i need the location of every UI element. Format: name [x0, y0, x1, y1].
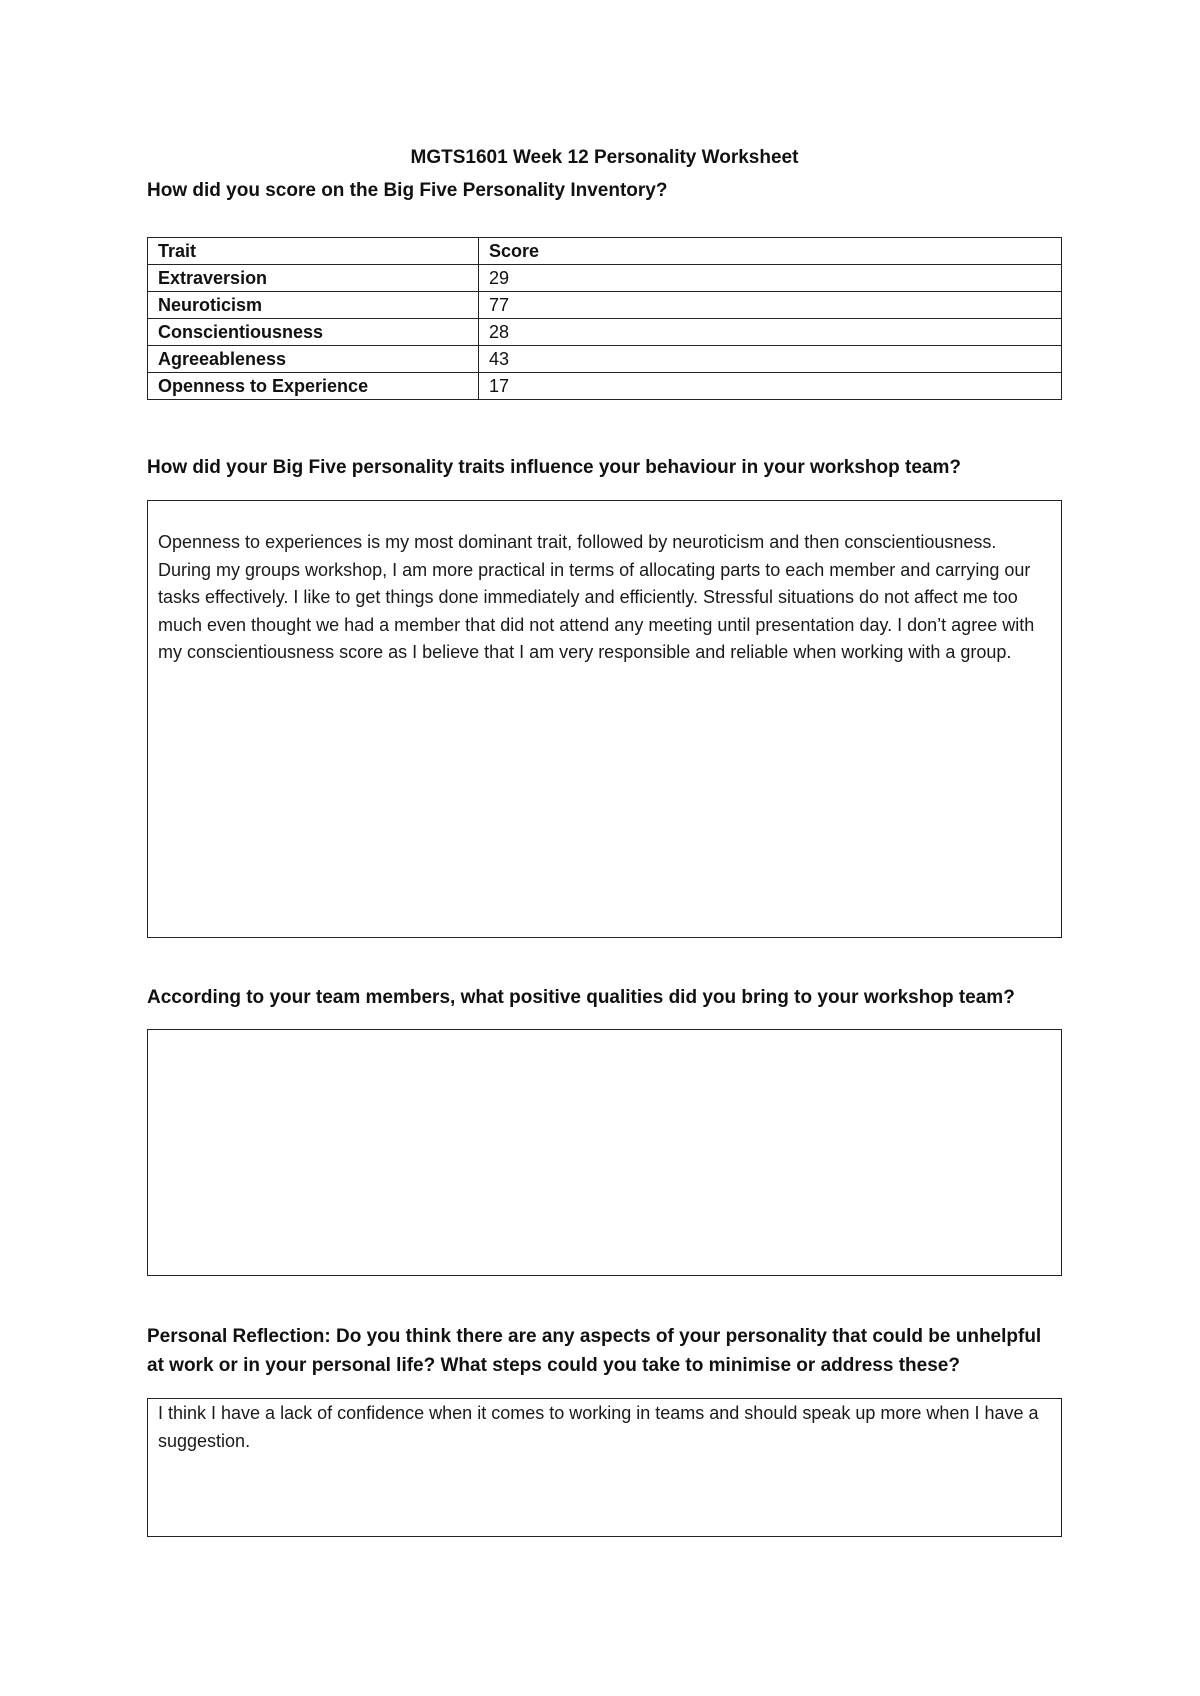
answer-text-influence: Openness to experiences is my most dominant trait, followed by neuroticism and then conscientiousness. During my groups workshop, I am more practical in terms of allocating parts to each member and carrying our tasks effectively. I like to get things done immediately and efficiently. Stressful situations do not affect me too much even thought we had a member that did not attend any meeting until presentation day. I don’t agree with my conscientiousness score as I believe that I am very responsible and reliable when working with a group. [158, 532, 1035, 662]
table-row [148, 346, 1062, 373]
question-scores: How did you score on the Big Five Personality Inventory? [147, 180, 668, 201]
trait-score-table [147, 237, 1062, 400]
question-positive-qualities: According to your team members, what positive qualities did you bring to your workshop team? [147, 987, 1015, 1008]
table-header-row [148, 238, 1062, 265]
answer-box-influence[interactable] [147, 500, 1062, 938]
answer-text-personal-reflection: I think I have a lack of confidence when it comes to working in teams and should speak up more when I have a suggestion. [158, 1403, 1039, 1451]
trait-score: 43 [479, 346, 1062, 373]
answer-text-positive-qualities [148, 1030, 1061, 1038]
trait-name: Conscientiousness [148, 319, 479, 346]
header-trait: Trait [148, 238, 479, 265]
trait-score: 28 [479, 319, 1062, 346]
trait-name: Agreeableness [148, 346, 479, 373]
table-row [148, 265, 1062, 292]
table-row [148, 319, 1062, 346]
table-row [148, 373, 1062, 400]
question-influence: How did your Big Five personality traits influence your behaviour in your workshop team? [147, 457, 961, 478]
header-score: Score [479, 238, 1062, 265]
trait-score: 17 [479, 373, 1062, 400]
table-row [148, 292, 1062, 319]
document-title: MGTS1601 Week 12 Personality Worksheet [410, 147, 799, 168]
question-personal-reflection: Personal Reflection: Do you think there are any aspects of your personality that could be unhelpful at work or in your personal life? What steps could you take to minimise or address these? [147, 1326, 1042, 1376]
answer-box-personal-reflection[interactable] [147, 1398, 1062, 1537]
trait-score: 29 [479, 265, 1062, 292]
trait-name: Openness to Experience [148, 373, 479, 400]
trait-score: 77 [479, 292, 1062, 319]
trait-name: Neuroticism [148, 292, 479, 319]
answer-box-positive-qualities[interactable] [147, 1029, 1062, 1276]
trait-name: Extraversion [148, 265, 479, 292]
